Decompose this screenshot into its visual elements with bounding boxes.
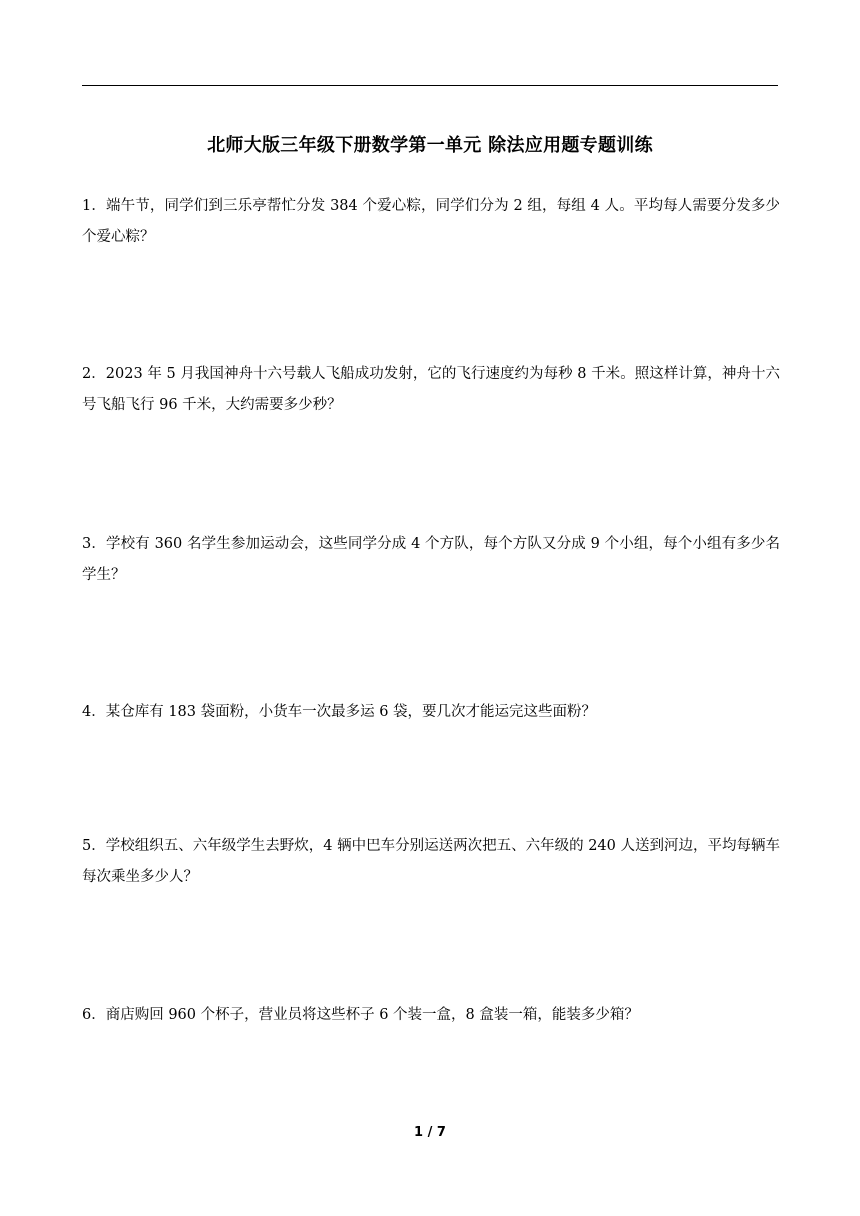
question-5: 5．学校组织五、六年级学生去野炊，4 辆中巴车分别运送两次把五、六年级的 240 人送到河边，平均每辆车每次乘坐多少人？ [82,838,780,885]
page-number: 1 / 7 [414,1125,446,1140]
question-1: 1．端午节，同学们到三乐亭帮忙分发 384 个爱心粽，同学们分为 2 组，每组 4 人。平均每人需要分发多少个爱心粽？ [82,198,780,245]
question-2: 2．2023 年 5 月我国神舟十六号载人飞船成功发射，它的飞行速度约为每秒 8 千米。照这样计算，神舟十六号飞船飞行 96 千米，大约需要多少秒？ [82,366,780,413]
question-4: 4．某仓库有 183 袋面粉，小货车一次最多运 6 袋，要几次才能运完这些面粉？ [82,704,597,720]
question-6: 6．商店购回 960 个杯子，营业员将这些杯子 6 个装一盒，8 盒装一箱，能装多少箱？ [82,1007,639,1023]
header-rule [82,85,778,86]
question-3: 3．学校有 360 名学生参加运动会，这些同学分成 4 个方队，每个方队又分成 9 个小组，每个小组有多少名学生？ [82,536,780,583]
page-title: 北师大版三年级下册数学第一单元 除法应用题专题训练 [207,135,653,157]
